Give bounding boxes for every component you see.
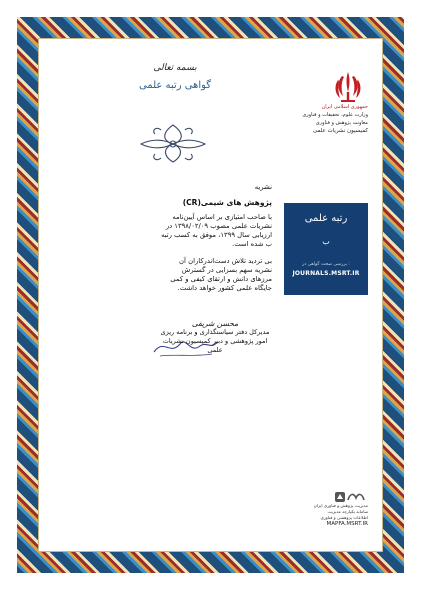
journal-name: پژوهش های شیمی(CR) (182, 198, 272, 207)
journal-label: نشریه (254, 183, 272, 191)
signer-block (158, 319, 272, 355)
mapfa-block (292, 503, 368, 527)
badge-rank: ب (322, 237, 330, 246)
badge-title: رتبه علمی (304, 213, 348, 224)
emblem-icon (333, 70, 363, 104)
paragraph-award: با صاحب امتیازی بر اساس آیین‌نامه نشریات علمی مصوب ۱۳۹۸/۰۲/۰۹ در ارزیابی سال ۱۳۹۹، موفق به کسب رتبه ب شده است. (161, 213, 272, 248)
org-line: معاونت پژوهش و فناوری (315, 120, 368, 126)
mapfa-logo-icon (334, 490, 366, 504)
mapfa-line: مدیریت پژوهش و فناوری ایران (313, 503, 368, 508)
organization-block (300, 103, 368, 135)
paragraph-closing: بی تردید تلاش دست‌اندرکاران آن نشریه سهم بسزایی در گسترش مرزهای دانش و ارتقای کیفی و کمی جایگاه علمی کشور خواهد داشت. (170, 257, 272, 292)
org-line: کمیسیون نشریات علمی (312, 128, 368, 134)
signer-name: محسن شریفی (191, 319, 239, 328)
mapfa-line: سامانه یکپارچه مدیریت (327, 509, 368, 514)
signer-title: مدیرکل دفتر سیاستگذاری و برنامه ریزی امور پژوهشی و دبیر کمیسیون نشریات علمی (160, 328, 270, 354)
certificate-body (160, 183, 272, 301)
certificate-title: گواهی رتبه علمی (138, 80, 212, 91)
badge-verify-text: بررسی صحت گواهی در : (302, 262, 350, 267)
mapfa-line: اطلاعات پژوهشی و فناوری (320, 515, 368, 520)
ornament-icon (133, 120, 213, 165)
org-line: جمهوری اسلامی ایران (321, 104, 368, 110)
org-line: وزارت علوم، تحقیقات و فناوری (302, 112, 368, 118)
mapfa-link[interactable]: MAPFA.MSRT.IR (326, 521, 368, 527)
basmala: بسمه تعالی (153, 63, 197, 73)
badge-verify-link[interactable]: JOURNALS.MSRT.IR (292, 270, 360, 277)
rank-badge (284, 203, 368, 295)
